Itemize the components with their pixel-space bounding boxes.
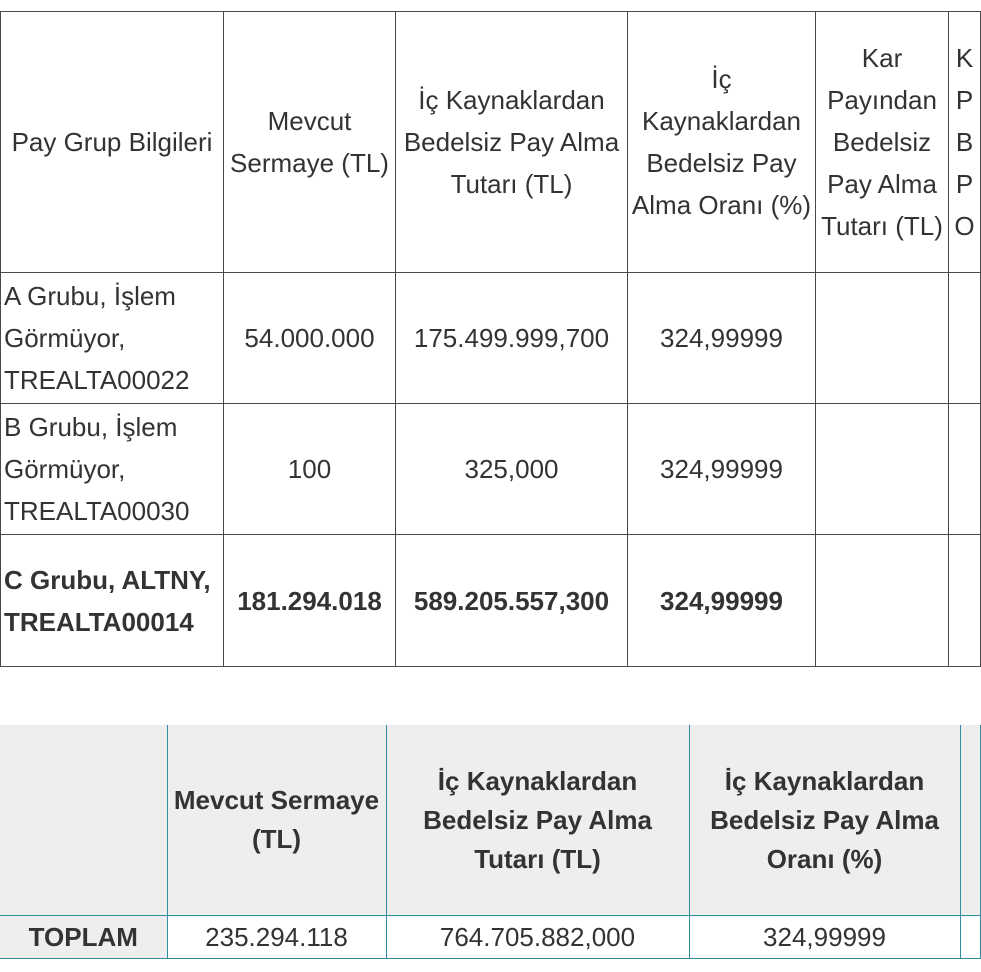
table-header-row [1, 12, 981, 273]
rate-cell: 324,99999 [628, 535, 816, 667]
header-group-info: Pay Grup Bilgileri [1, 12, 224, 273]
header-current-capital: Mevcut Sermaye (TL) [167, 725, 386, 916]
total-extra [960, 916, 980, 959]
amount-cell: 175.499.999,700 [396, 273, 628, 404]
header-truncated-column [960, 725, 980, 916]
capital-cell: 100 [224, 404, 396, 535]
header-truncated-column: K P B P O [949, 12, 981, 273]
rate-cell: 324,99999 [628, 273, 816, 404]
total-rate: 324,99999 [689, 916, 960, 959]
total-amount: 764.705.882,000 [386, 916, 689, 959]
capital-cell: 181.294.018 [224, 535, 396, 667]
total-capital: 235.294.118 [167, 916, 386, 959]
rate-cell: 324,99999 [628, 404, 816, 535]
amount-cell: 589.205.557,300 [396, 535, 628, 667]
dividend-cell [816, 273, 949, 404]
header-internal-resources-amount: İç Kaynaklardan Bedelsiz Pay Alma Tutarı (TL) [386, 725, 689, 916]
capital-cell: 54.000.000 [224, 273, 396, 404]
group-cell: A Grubu, İşlem Görmüyor, TREALTA00022 [1, 273, 224, 404]
dividend-cell [816, 535, 949, 667]
extra-cell [949, 535, 981, 667]
dividend-cell [816, 404, 949, 535]
header-internal-resources-rate: İç Kaynaklardan Bedelsiz Pay Alma Oranı (%) [628, 12, 816, 273]
totals-table [0, 725, 981, 959]
header-empty [0, 725, 167, 916]
totals-header-row [0, 725, 980, 916]
table-row [1, 404, 981, 535]
share-group-table [0, 11, 981, 667]
table-row [1, 535, 981, 667]
header-internal-resources-amount: İç Kaynaklardan Bedelsiz Pay Alma Tutarı (TL) [396, 12, 628, 273]
group-cell: B Grubu, İşlem Görmüyor, TREALTA00030 [1, 404, 224, 535]
totals-row [0, 916, 980, 959]
amount-cell: 325,000 [396, 404, 628, 535]
extra-cell [949, 273, 981, 404]
header-internal-resources-rate: İç Kaynaklardan Bedelsiz Pay Alma Oranı (%) [689, 725, 960, 916]
table-row [1, 273, 981, 404]
header-current-capital: Mevcut Sermaye (TL) [224, 12, 396, 273]
header-dividend-amount: Kar Payından Bedelsiz Pay Alma Tutarı (TL) [816, 12, 949, 273]
group-cell: C Grubu, ALTNY, TREALTA00014 [1, 535, 224, 667]
extra-cell [949, 404, 981, 535]
total-label: TOPLAM [0, 916, 167, 959]
